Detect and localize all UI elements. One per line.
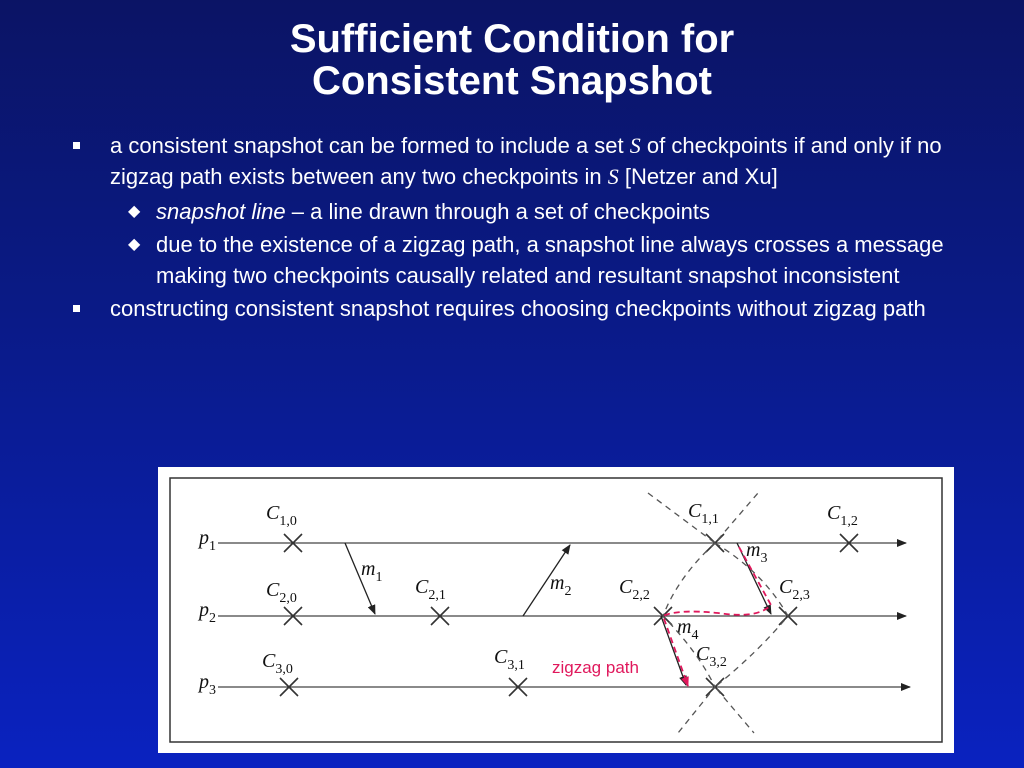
square-bullet-icon: [73, 305, 80, 312]
bullet-consistent-snapshot: [70, 130, 975, 192]
process-label-p2: $p_2$: [199, 599, 216, 626]
checkpoint-label-c32: $C_{3,2}$: [696, 643, 727, 670]
checkpoint-label-c11: $C_{1,1}$: [688, 500, 719, 527]
title-line-2: Consistent Snapshot: [311, 59, 713, 103]
diamond-bullet-icon: ◆: [128, 236, 141, 253]
set-symbol: S: [629, 133, 641, 158]
bullet-constructing: [70, 293, 975, 324]
subbullet-snapshot-line: [70, 196, 975, 227]
subbullet-text: due to the existence of a zigzag path, a snapshot line always crosses a message making two checkpoints causally related and resultant snapshot inconsistent: [156, 232, 944, 288]
title-line-1: Sufficient Condition for: [289, 17, 735, 61]
process-label-p1: $p_1$: [199, 527, 216, 554]
diamond-bullet-icon: ◆: [128, 203, 141, 220]
checkpoint-diagram: [158, 467, 954, 753]
bullet-text-part3: [Netzer and Xu]: [618, 164, 778, 189]
message-label-m3: $m_3$: [746, 539, 768, 566]
checkpoint-label-c23: $C_{2,3}$: [779, 576, 810, 603]
checkpoint-label-c12: $C_{1,2}$: [827, 502, 858, 529]
checkpoint-label-c31: $C_{3,1}$: [494, 646, 525, 673]
zigzag-label: zigzag path: [552, 658, 639, 677]
checkpoint-label-c10: $C_{1,0}$: [266, 502, 297, 529]
checkpoint-label-c20: $C_{2,0}$: [266, 579, 297, 606]
checkpoint-label-c21: $C_{2,1}$: [415, 576, 446, 603]
checkpoint-label-c30: $C_{3,0}$: [262, 650, 293, 677]
checkpoint-label-c22: $C_{2,2}$: [619, 576, 650, 603]
set-symbol: S: [607, 164, 619, 189]
bullet-text-part1: a consistent snapshot can be formed to include a set: [110, 133, 630, 158]
message-label-m4: $m_4$: [677, 616, 699, 643]
message-label-m1: $m_1$: [361, 558, 383, 585]
slide-title: [0, 18, 1024, 102]
term-snapshot-line: snapshot line: [156, 199, 286, 224]
bullet-text: constructing consistent snapshot requires choosing checkpoints without zigzag path: [110, 296, 926, 321]
subbullet-zigzag: [70, 229, 975, 291]
diagram-canvas: [158, 467, 954, 753]
bullet-text-part2: of checkpoints if and only if no zigzag path exists between any two checkpoints in: [110, 133, 942, 189]
square-bullet-icon: [73, 142, 80, 149]
subbullet-text: – a line drawn through a set of checkpoints: [285, 199, 711, 224]
snapshot-line-right: [715, 543, 788, 733]
bullet-list: [70, 130, 975, 328]
message-label-m2: $m_2$: [550, 572, 572, 599]
process-label-p3: $p_3$: [199, 671, 216, 698]
